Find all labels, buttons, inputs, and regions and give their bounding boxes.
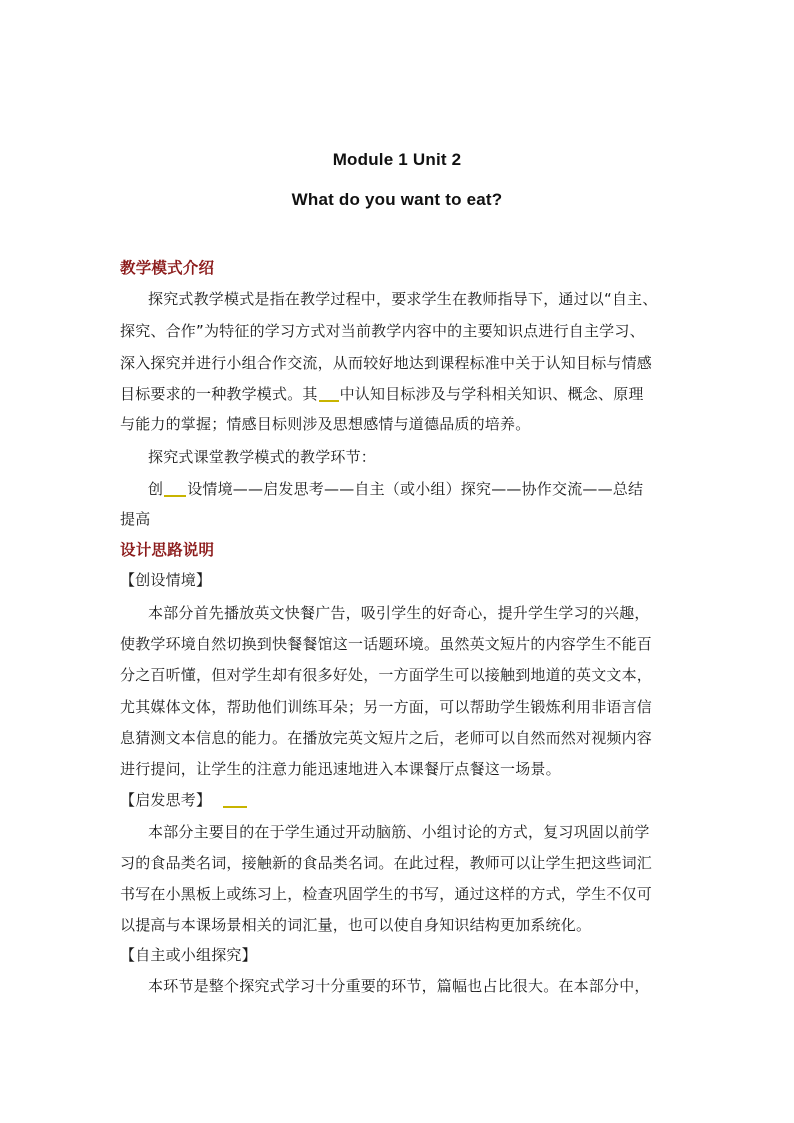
section-heading-teaching-mode: 教学模式介绍 [120,259,215,277]
paragraph-line: 与能力的掌握；情感目标则涉及思想感情与道德品质的培养。 [120,415,531,433]
subsection-label: 【创设情境】 [120,571,212,589]
paragraph-line: 息猜测文本信息的能力。在播放完英文短片之后，老师可以自然而然对视频内容 [120,729,653,747]
paragraph-text: 目标要求的一种教学模式。其 [120,385,318,403]
paragraph-line: 提高 [120,510,151,528]
paragraph-text: 中认知目标涉及与学科相关知识、概念、原理 [339,385,644,403]
subsection-label-with-mark [120,790,248,810]
paragraph-line: 书写在小黑板上或练习上，检查巩固学生的书写，通过这样的方式，学生不仅可 [120,885,653,903]
paragraph-line: 探究、合作”为特征的学习方式对当前教学内容中的主要知识点进行自主学习、 [120,322,645,340]
paragraph-line-with-mark [120,384,644,404]
paragraph-line: 使教学环境自然切换到快餐餐馆这一话题环境。虽然英文短片的内容学生不能百 [120,635,653,653]
section-heading-design: 设计思路说明 [120,541,215,559]
paragraph-line: 探究式课堂教学模式的教学环节： [148,448,377,466]
paragraph-line: 以提高与本课场景相关的词汇量，也可以使自身知识结构更加系统化。 [120,916,592,934]
paragraph-line: 本部分主要目的在于学生通过开动脑筋、小组讨论的方式，复习巩固以前学 [148,823,650,841]
paragraph-line: 进行提问，让学生的注意力能迅速地进入本课餐厅点餐这一场景。 [120,760,561,778]
subsection-label: 【自主或小组探究】 [120,946,257,964]
subsection-label: 【启发思考】 [120,791,212,809]
highlight-mark [223,806,247,808]
paragraph-line: 尤其媒体文体，帮助他们训练耳朵；另一方面，可以帮助学生锻炼利用非语言信 [120,698,653,716]
paragraph-text: 设情境——启发思考——自主（或小组）探究——协作交流——总结 [187,480,644,498]
paragraph-line: 深入探究并进行小组合作交流，从而较好地达到课程标准中关于认知目标与情感 [120,354,653,372]
paragraph-line-with-mark [148,479,643,499]
unit-title: Module 1 Unit 2 [332,150,462,169]
paragraph-line: 本部分首先播放英文快餐广告，吸引学生的好奇心，提升学生学习的兴趣， [148,604,650,622]
paragraph-line: 分之百听懂，但对学生却有很多好处，一方面学生可以接触到地道的英文文本， [120,666,653,684]
paragraph-line: 探究式教学模式是指在教学过程中，要求学生在教师指导下，通过以“自主、 [148,290,658,308]
highlight-mark [164,495,186,497]
highlight-mark [319,400,339,402]
paragraph-line: 本环节是整个探究式学习十分重要的环节，篇幅也占比很大。在本部分中， [148,977,650,995]
paragraph-line: 习的食品类名词，接触新的食品类名词。在此过程，教师可以让学生把这些词汇 [120,854,653,872]
lesson-title: What do you want to eat? [291,190,503,209]
paragraph-text: 创 [148,480,164,498]
